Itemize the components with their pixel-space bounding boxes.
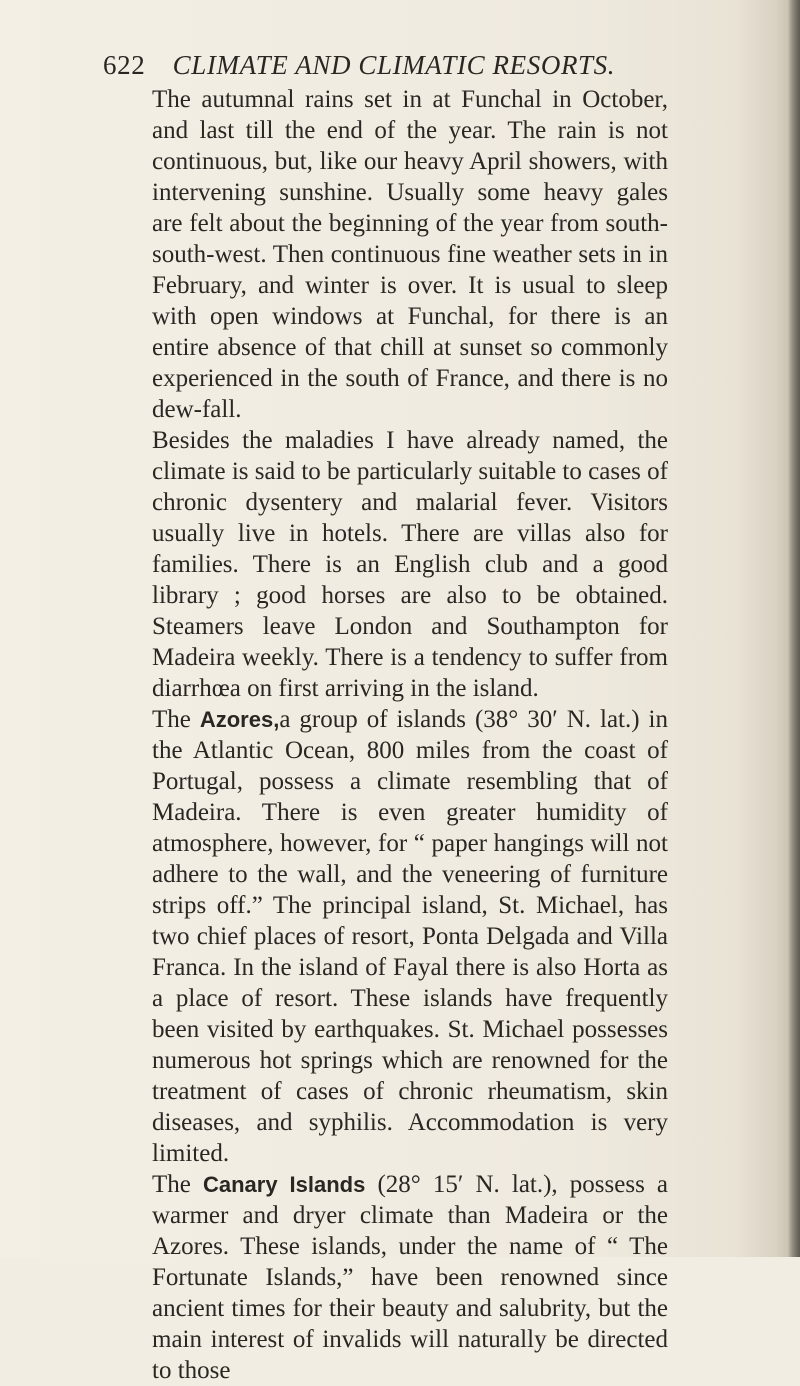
paragraph-canary-islands — [152, 1169, 668, 1386]
page-header — [103, 47, 663, 83]
paragraph-text: (28° 15′ N. lat.), possess a warmer and dryer climate than Madeira or the Azores. These islands, under the name of “ The Fortunate Islands,” have been renowned since ancient times for their beauty and salubrity, but the main interest of invalids will naturally be directed to those — [152, 1171, 668, 1384]
paragraph-lead: The — [152, 706, 200, 733]
page-number: 622 — [103, 50, 146, 80]
page-edge-shadow — [788, 0, 800, 1257]
body-text — [152, 84, 668, 1386]
paragraph-text: Besides the maladies I have already named, the climate is said to be particularly suitable to cases of chronic dysentery and malarial fever. Visitors usually live in hotels. There are villas also for families. There is an English club and a good library ; good horses are also to be obtained. Steamers leave London and Southampton for Madeira weekly. There is a tendency to suffer from diarrhœa on first arriving in the island. — [152, 427, 668, 702]
running-title: CLIMATE AND CLIMATIC RESORTS. — [172, 50, 616, 80]
paragraph-lead: The — [152, 1171, 203, 1198]
term-azores: Azores, — [199, 707, 280, 732]
paragraph-maladies — [152, 425, 668, 704]
paragraph-text: a group of islands (38° 30′ N. lat.) in the Atlantic Ocean, 800 miles from the coast of Portugal, possess a climate resembling that of Madeira. There is even greater humidity of atmosphere, however, for “ paper hangings will not adhere to the wall, and the veneering of furniture strips off.” The principal island, St. Michael, has two chief places of resort, Ponta Delgada and Villa Franca. In the island of Fayal there is also Horta as a place of resort. These islands have frequently been visited by earthquakes. St. Michael possesses numerous hot springs which are renowned for the treatment of cases of chronic rheumatism, skin diseases, and syphilis. Accommodation is very limited. — [152, 706, 669, 1167]
paragraph-funchal-rains — [152, 84, 668, 425]
term-canary-islands: Canary Islands — [202, 1172, 366, 1197]
paragraph-azores — [152, 704, 668, 1169]
paragraph-text: The autumnal rains set in at Funchal in October, and last till the end of the year. The rain is not continuous, but, like our heavy April showers, with intervening sunshine. Usually some heavy gales are felt about the beginning of the year from south-south-west. Then continuous fine weather sets in in February, and winter is over. It is usual to sleep with open windows at Funchal, for there is an entire absence of that chill at sunset so commonly experienced in the south of France, and there is no dew-fall. — [152, 86, 668, 423]
